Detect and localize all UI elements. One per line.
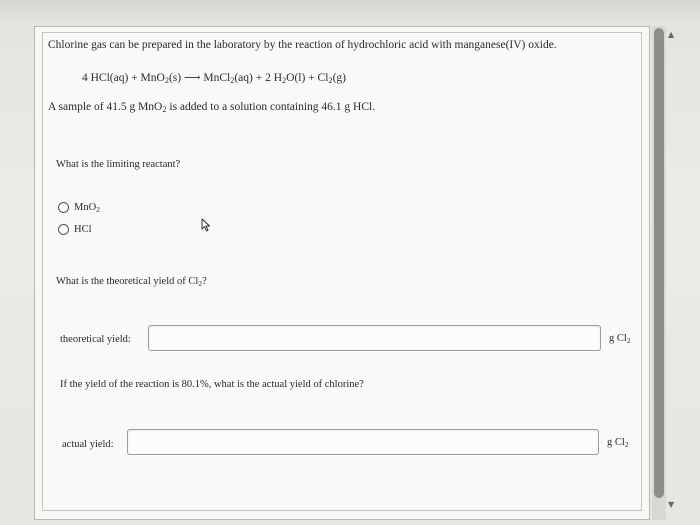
- sample-statement: A sample of 41.5 g MnO$_2$ is added to a solution containing 46.1 g HCl.: [48, 101, 376, 115]
- theoretical-yield-label: theoretical yield:: [60, 334, 131, 345]
- option-mno2-label[interactable]: MnO$_2$: [74, 201, 100, 214]
- theoretical-yield-unit: g $Cl_2$: [609, 333, 631, 345]
- actual-yield-label: actual yield:: [62, 439, 114, 450]
- option-mno2[interactable]: [58, 199, 100, 215]
- radio-hcl[interactable]: [58, 224, 69, 235]
- actual-yield-input[interactable]: [127, 429, 599, 455]
- actual-yield-unit: g $Cl_2$: [607, 437, 629, 449]
- radio-mno2[interactable]: [58, 202, 69, 213]
- theoretical-yield-input[interactable]: [148, 325, 601, 351]
- option-hcl[interactable]: [58, 221, 92, 237]
- scrollbar-thumb[interactable]: [654, 28, 664, 498]
- chevron-up-icon[interactable]: ▲: [668, 30, 675, 39]
- chevron-down-icon[interactable]: ▼: [668, 500, 675, 509]
- chemical-equation: 4 HCl(aq) + MnO$_2$(s) ⟶ MnCl$_2$(aq) + 2 $H_2O(l) + Cl_2(g)$: [82, 72, 346, 86]
- limiting-reactant-prompt: What is the limiting reactant?: [56, 159, 181, 170]
- actual-yield-prompt: If the yield of the reaction is 80.1%, what is the actual yield of chlorine?: [60, 379, 364, 390]
- top-bar: [0, 0, 700, 26]
- theoretical-yield-prompt: What is the theoretical yield of $Cl_2$?: [56, 276, 207, 288]
- option-hcl-label[interactable]: HCl: [74, 223, 92, 235]
- question-intro: Chlorine gas can be prepared in the laboratory by the reaction of hydrochloric acid with manganese(IV) oxide.: [48, 39, 557, 51]
- mouse-pointer-icon: [201, 218, 211, 232]
